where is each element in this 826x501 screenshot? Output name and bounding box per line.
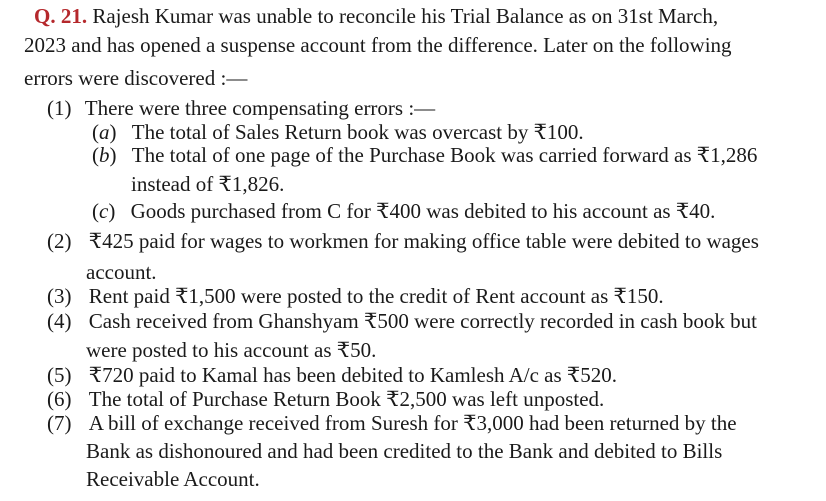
item-1 <box>47 96 435 120</box>
item-text: ₹720 paid to Kamal has been debited to Kamlesh A/c as ₹520. <box>88 363 618 387</box>
item-4 <box>47 309 757 333</box>
sub-item-a <box>92 120 584 144</box>
item-text: Rent paid ₹1,500 were posted to the credit of Rent account as ₹150. <box>88 284 664 308</box>
intro-line-1 <box>34 4 718 28</box>
item-number: (7) <box>47 411 72 435</box>
item-number: (4) <box>47 309 72 333</box>
item-number: (3) <box>47 284 72 308</box>
sub-text: The total of one page of the Purchase Book was carried forward as ₹1,286 <box>131 143 758 167</box>
sub-item-b <box>92 143 757 167</box>
item-4-cont: were posted to his account as ₹50. <box>86 338 377 362</box>
item-number: (1) <box>47 96 72 120</box>
item-text: Cash received from Ghanshyam ₹500 were correctly recorded in cash book but <box>88 309 757 333</box>
intro-line-2: 2023 and has opened a suspense account from the difference. Later on the following <box>24 33 732 57</box>
intro-text-1: Rajesh Kumar was unable to reconcile his Trial Balance as on 31st March, <box>92 4 719 28</box>
sub-text: Goods purchased from C for ₹400 was debited to his account as ₹40. <box>130 199 716 223</box>
item-2 <box>47 229 759 253</box>
item-text: A bill of exchange received from Suresh for ₹3,000 had been returned by the <box>88 411 737 435</box>
sub-text: The total of Sales Return book was overcast by ₹100. <box>131 120 584 144</box>
item-number: (5) <box>47 363 72 387</box>
item-number: (2) <box>47 229 72 253</box>
item-7-cont2: Receivable Account. <box>86 467 260 491</box>
item-7-cont: Bank as dishonoured and had been credited to the Bank and debited to Bills <box>86 439 723 463</box>
item-text: The total of Purchase Return Book ₹2,500 was left unposted. <box>88 387 605 411</box>
sub-item-c <box>92 199 715 223</box>
item-2-cont: account. <box>86 260 157 284</box>
item-number: (6) <box>47 387 72 411</box>
item-3 <box>47 284 664 308</box>
item-6 <box>47 387 604 411</box>
item-5 <box>47 363 617 387</box>
sub-label: (a) <box>92 120 117 144</box>
item-text: There were three compensating errors :— <box>84 96 436 120</box>
intro-line-3: errors were discovered :— <box>24 66 248 90</box>
item-7 <box>47 411 737 435</box>
sub-label: (b) <box>92 143 117 167</box>
question-number: Q. 21. <box>34 4 88 28</box>
sub-item-b-cont: instead of ₹1,826. <box>131 172 285 196</box>
item-text: ₹425 paid for wages to workmen for making office table were debited to wages <box>88 229 759 253</box>
sub-label: (c) <box>92 199 116 223</box>
